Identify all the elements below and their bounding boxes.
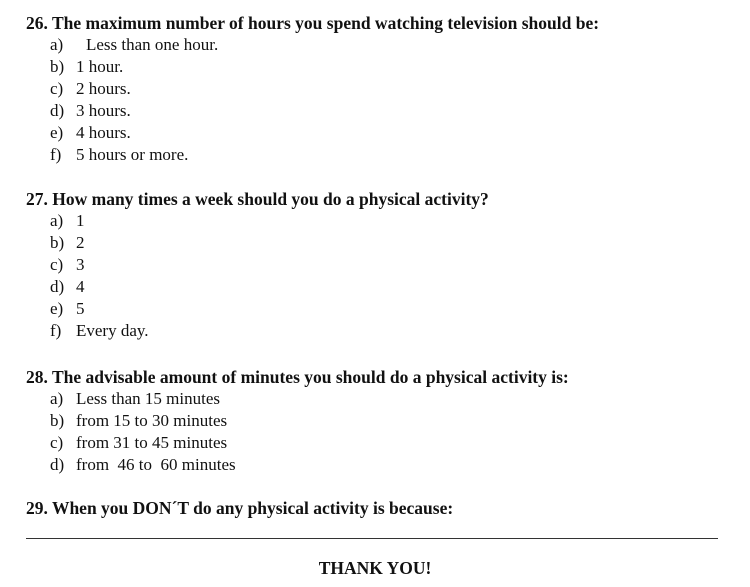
option-letter: a) bbox=[50, 35, 64, 54]
question-text bbox=[26, 12, 726, 34]
option-letter: b) bbox=[50, 411, 65, 430]
option-text: 5 bbox=[76, 299, 85, 318]
option-c[interactable] bbox=[26, 254, 726, 276]
answer-line[interactable] bbox=[26, 538, 718, 539]
option-text: 1 hour. bbox=[76, 57, 124, 76]
question-26 bbox=[26, 12, 726, 166]
question-text bbox=[26, 188, 726, 210]
question-text bbox=[26, 497, 726, 519]
option-d[interactable] bbox=[26, 276, 726, 298]
option-text: 5 hours or more. bbox=[76, 145, 189, 164]
option-text: from 46 to 60 minutes bbox=[76, 455, 236, 474]
question-29 bbox=[26, 497, 726, 519]
option-a[interactable] bbox=[26, 34, 726, 56]
option-text: 2 bbox=[76, 233, 85, 252]
option-c[interactable] bbox=[26, 78, 726, 100]
option-letter: d) bbox=[50, 455, 65, 474]
option-text: 3 bbox=[76, 255, 85, 274]
option-text: Every day. bbox=[76, 321, 149, 340]
option-text: Less than 15 minutes bbox=[76, 389, 221, 408]
option-a[interactable] bbox=[26, 388, 726, 410]
question-prompt: The maximum number of hours you spend watching television should be: bbox=[51, 13, 600, 33]
option-letter: e) bbox=[50, 123, 64, 142]
question-number: 27. bbox=[26, 189, 48, 209]
option-letter: c) bbox=[50, 79, 64, 98]
closing-text: THANK YOU! bbox=[318, 558, 432, 578]
option-c[interactable] bbox=[26, 432, 726, 454]
option-letter: e) bbox=[50, 299, 64, 318]
question-prompt: When you DON´T do any physical activity is because: bbox=[51, 498, 454, 518]
option-letter: a) bbox=[50, 389, 64, 408]
option-e[interactable] bbox=[26, 122, 726, 144]
option-letter: a) bbox=[50, 211, 64, 230]
option-d[interactable] bbox=[26, 454, 726, 476]
options-list bbox=[26, 210, 726, 342]
options-list bbox=[26, 388, 726, 476]
question-text bbox=[26, 366, 726, 388]
options-list bbox=[26, 34, 726, 166]
option-b[interactable] bbox=[26, 56, 726, 78]
option-f[interactable] bbox=[26, 320, 726, 342]
option-b[interactable] bbox=[26, 410, 726, 432]
option-text: from 15 to 30 minutes bbox=[76, 411, 228, 430]
option-letter: f) bbox=[50, 321, 62, 340]
option-letter: b) bbox=[50, 233, 65, 252]
option-letter: d) bbox=[50, 277, 65, 296]
option-text: from 31 to 45 minutes bbox=[76, 433, 228, 452]
question-27 bbox=[26, 188, 726, 342]
option-text: 3 hours. bbox=[76, 101, 131, 120]
option-letter: d) bbox=[50, 101, 65, 120]
option-text: Less than one hour. bbox=[86, 35, 219, 54]
question-28 bbox=[26, 366, 726, 476]
option-e[interactable] bbox=[26, 298, 726, 320]
option-letter: b) bbox=[50, 57, 65, 76]
question-number: 26. bbox=[26, 13, 48, 33]
option-text: 1 bbox=[76, 211, 85, 230]
question-number: 29. bbox=[26, 498, 48, 518]
option-a[interactable] bbox=[26, 210, 726, 232]
question-prompt: How many times a week should you do a physical activity? bbox=[52, 189, 489, 209]
option-f[interactable] bbox=[26, 144, 726, 166]
option-letter: c) bbox=[50, 433, 64, 452]
option-text: 4 bbox=[76, 277, 85, 296]
question-number: 28. bbox=[26, 367, 48, 387]
option-letter: f) bbox=[50, 145, 62, 164]
option-d[interactable] bbox=[26, 100, 726, 122]
option-text: 4 hours. bbox=[76, 123, 131, 142]
option-text: 2 hours. bbox=[76, 79, 131, 98]
question-prompt: The advisable amount of minutes you should do a physical activity is: bbox=[51, 367, 569, 387]
option-b[interactable] bbox=[26, 232, 726, 254]
option-letter: c) bbox=[50, 255, 64, 274]
